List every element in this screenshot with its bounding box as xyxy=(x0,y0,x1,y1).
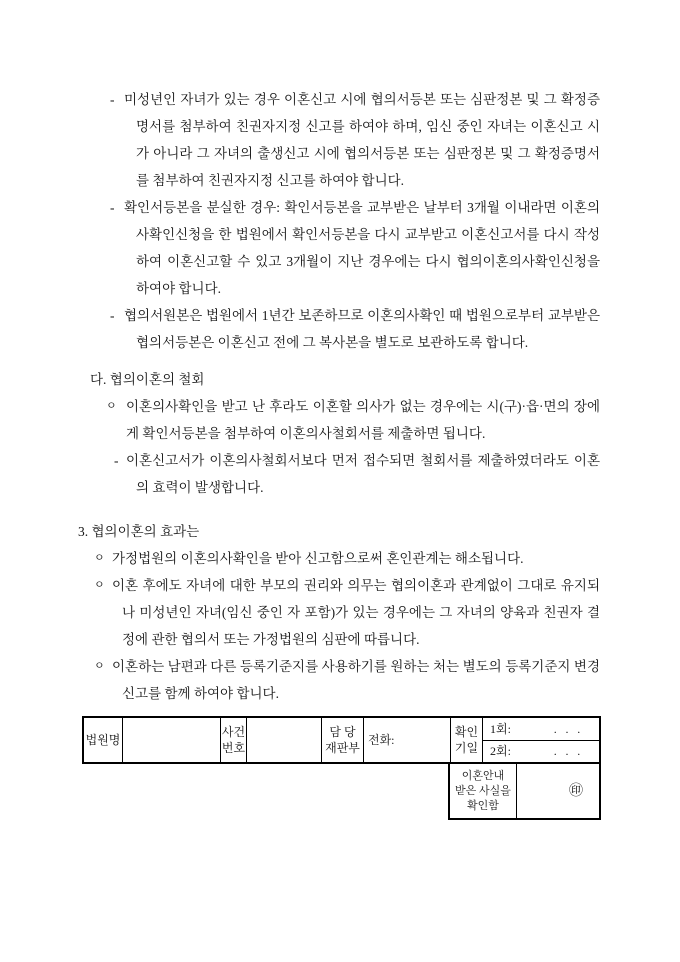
date-dot: . xyxy=(577,721,581,736)
confirm-round-1 xyxy=(483,718,599,741)
phone-label: 전화: xyxy=(368,733,395,747)
list-item xyxy=(110,194,600,302)
guidance-confirmation-label xyxy=(450,764,517,818)
list-item xyxy=(94,572,600,653)
court-info-table xyxy=(82,716,601,820)
bullet-text: 이혼하는 남편과 다른 등록기준지를 사용하기를 원하는 처는 별도의 등록기준지 변경신고를 함께 하여야 합니다. xyxy=(112,659,600,701)
bullet-text: 확인서등본을 분실한 경우: 확인서등본을 교부받은 날부터 3개월 이내라면 이혼의사확인신청을 한 법원에서 확인서등본을 다시 교부받고 이혼신고서를 다시 작성하여 이혼신고할 수 있고 3개월이 지난 경우에는 다시 협의이혼의사확인신청을 하여야 합니다. xyxy=(124,200,600,296)
case-number-label xyxy=(220,718,246,762)
circle-bullet-marker: ㅇ xyxy=(106,400,117,412)
guidance-label-line: 확인함 xyxy=(467,799,499,812)
date-dot: . xyxy=(565,721,569,736)
date-dot: . xyxy=(577,744,581,759)
confirm-date-label xyxy=(450,718,482,762)
seal-mark-icon: ㊞ xyxy=(569,783,583,799)
list-item xyxy=(106,393,600,447)
confirm-date-label-line: 기일 xyxy=(454,741,479,755)
round-2-date-dots xyxy=(511,743,599,759)
round-1-date-dots xyxy=(511,721,599,737)
round-2-label: 2회: xyxy=(490,744,511,759)
confirm-rounds xyxy=(482,718,599,762)
dash-bullet-marker: - xyxy=(110,200,115,215)
phone-field xyxy=(363,718,450,762)
bullet-text: 가정법원의 이혼의사확인을 받아 신고함으로써 혼인관계는 해소됩니다. xyxy=(112,551,524,566)
bullet-text: 이혼의사확인을 받고 난 후라도 이혼할 의사가 없는 경우에는 시(구)·읍·면의 장에게 확인서등본을 첨부하여 이혼의사철회서를 제출하면 됩니다. xyxy=(126,399,600,441)
circle-bullet-marker: ㅇ xyxy=(94,552,105,564)
court-name-field xyxy=(122,718,220,762)
confirm-date-label-line: 확인 xyxy=(454,725,479,739)
dash-bullet-marker: - xyxy=(110,92,115,107)
case-number-label-line: 번호 xyxy=(221,741,246,755)
seal-cell xyxy=(517,764,599,818)
judge-panel-label-line: 담 당 xyxy=(329,725,356,739)
guidance-confirmation-block xyxy=(448,764,601,820)
list-item xyxy=(110,86,600,194)
list-item xyxy=(114,447,600,501)
confirm-round-2 xyxy=(483,741,599,763)
bullet-text: 미성년인 자녀가 있는 경우 이혼신고 시에 협의서등본 또는 심판정본 및 그 확정증명서를 첨부하여 친권자지정 신고를 하여야 하며, 임신 중인 자녀는 이혼신고 시가 아니라 그 자녀의 출생신고 시에 협의서등본 또는 심판정본 및 그 확정증명서를 첨부하여 친권자지정 신고를 하여야 합니다. xyxy=(124,92,600,188)
date-dot: . xyxy=(553,721,557,736)
bullet-text: 협의서원본은 법원에서 1년간 보존하므로 이혼의사확인 때 법원으로부터 교부받은 협의서등본은 이혼신고 전에 그 복사본을 별도로 보관하도록 합니다. xyxy=(124,308,600,350)
court-name-label: 법원명 xyxy=(85,733,121,747)
date-dot: . xyxy=(565,744,569,759)
judge-panel-label xyxy=(321,718,363,762)
court-info-table-row xyxy=(82,716,601,764)
list-item xyxy=(94,545,600,572)
case-number-field xyxy=(246,718,321,762)
judge-panel-label-line: 재판부 xyxy=(325,741,360,755)
circle-bullet-marker: ㅇ xyxy=(94,579,105,591)
bullet-text: 이혼신고서가 이혼의사철회서보다 먼저 접수되면 철회서를 제출하였더라도 이혼의 효력이 발생합니다. xyxy=(126,453,600,495)
list-item xyxy=(110,302,600,356)
bullet-text: 이혼 후에도 자녀에 대한 부모의 권리와 의무는 협의이혼과 관계없이 그대로 유지되나 미성년인 자녀(임신 중인 자 포함)가 있는 경우에는 그 자녀의 양육과 친권자 결정에 관한 협의서 또는 가정법원의 심판에 따릅니다. xyxy=(112,578,600,647)
date-dot: . xyxy=(553,744,557,759)
section-heading-withdrawal: 다. 협의이혼의 철회 xyxy=(90,372,205,387)
dash-bullet-marker: - xyxy=(110,308,115,323)
list-item xyxy=(94,653,600,707)
section-heading-effects: 3. 협의이혼의 효과는 xyxy=(78,524,200,539)
circle-bullet-marker: ㅇ xyxy=(94,660,105,672)
dash-bullet-marker: - xyxy=(114,453,119,468)
round-1-label: 1회: xyxy=(490,721,511,736)
guidance-label-line: 받은 사실을 xyxy=(455,784,511,797)
case-number-label-line: 사건 xyxy=(221,725,246,739)
guidance-label-line: 이혼안내 xyxy=(461,769,505,782)
document-content xyxy=(78,86,600,820)
